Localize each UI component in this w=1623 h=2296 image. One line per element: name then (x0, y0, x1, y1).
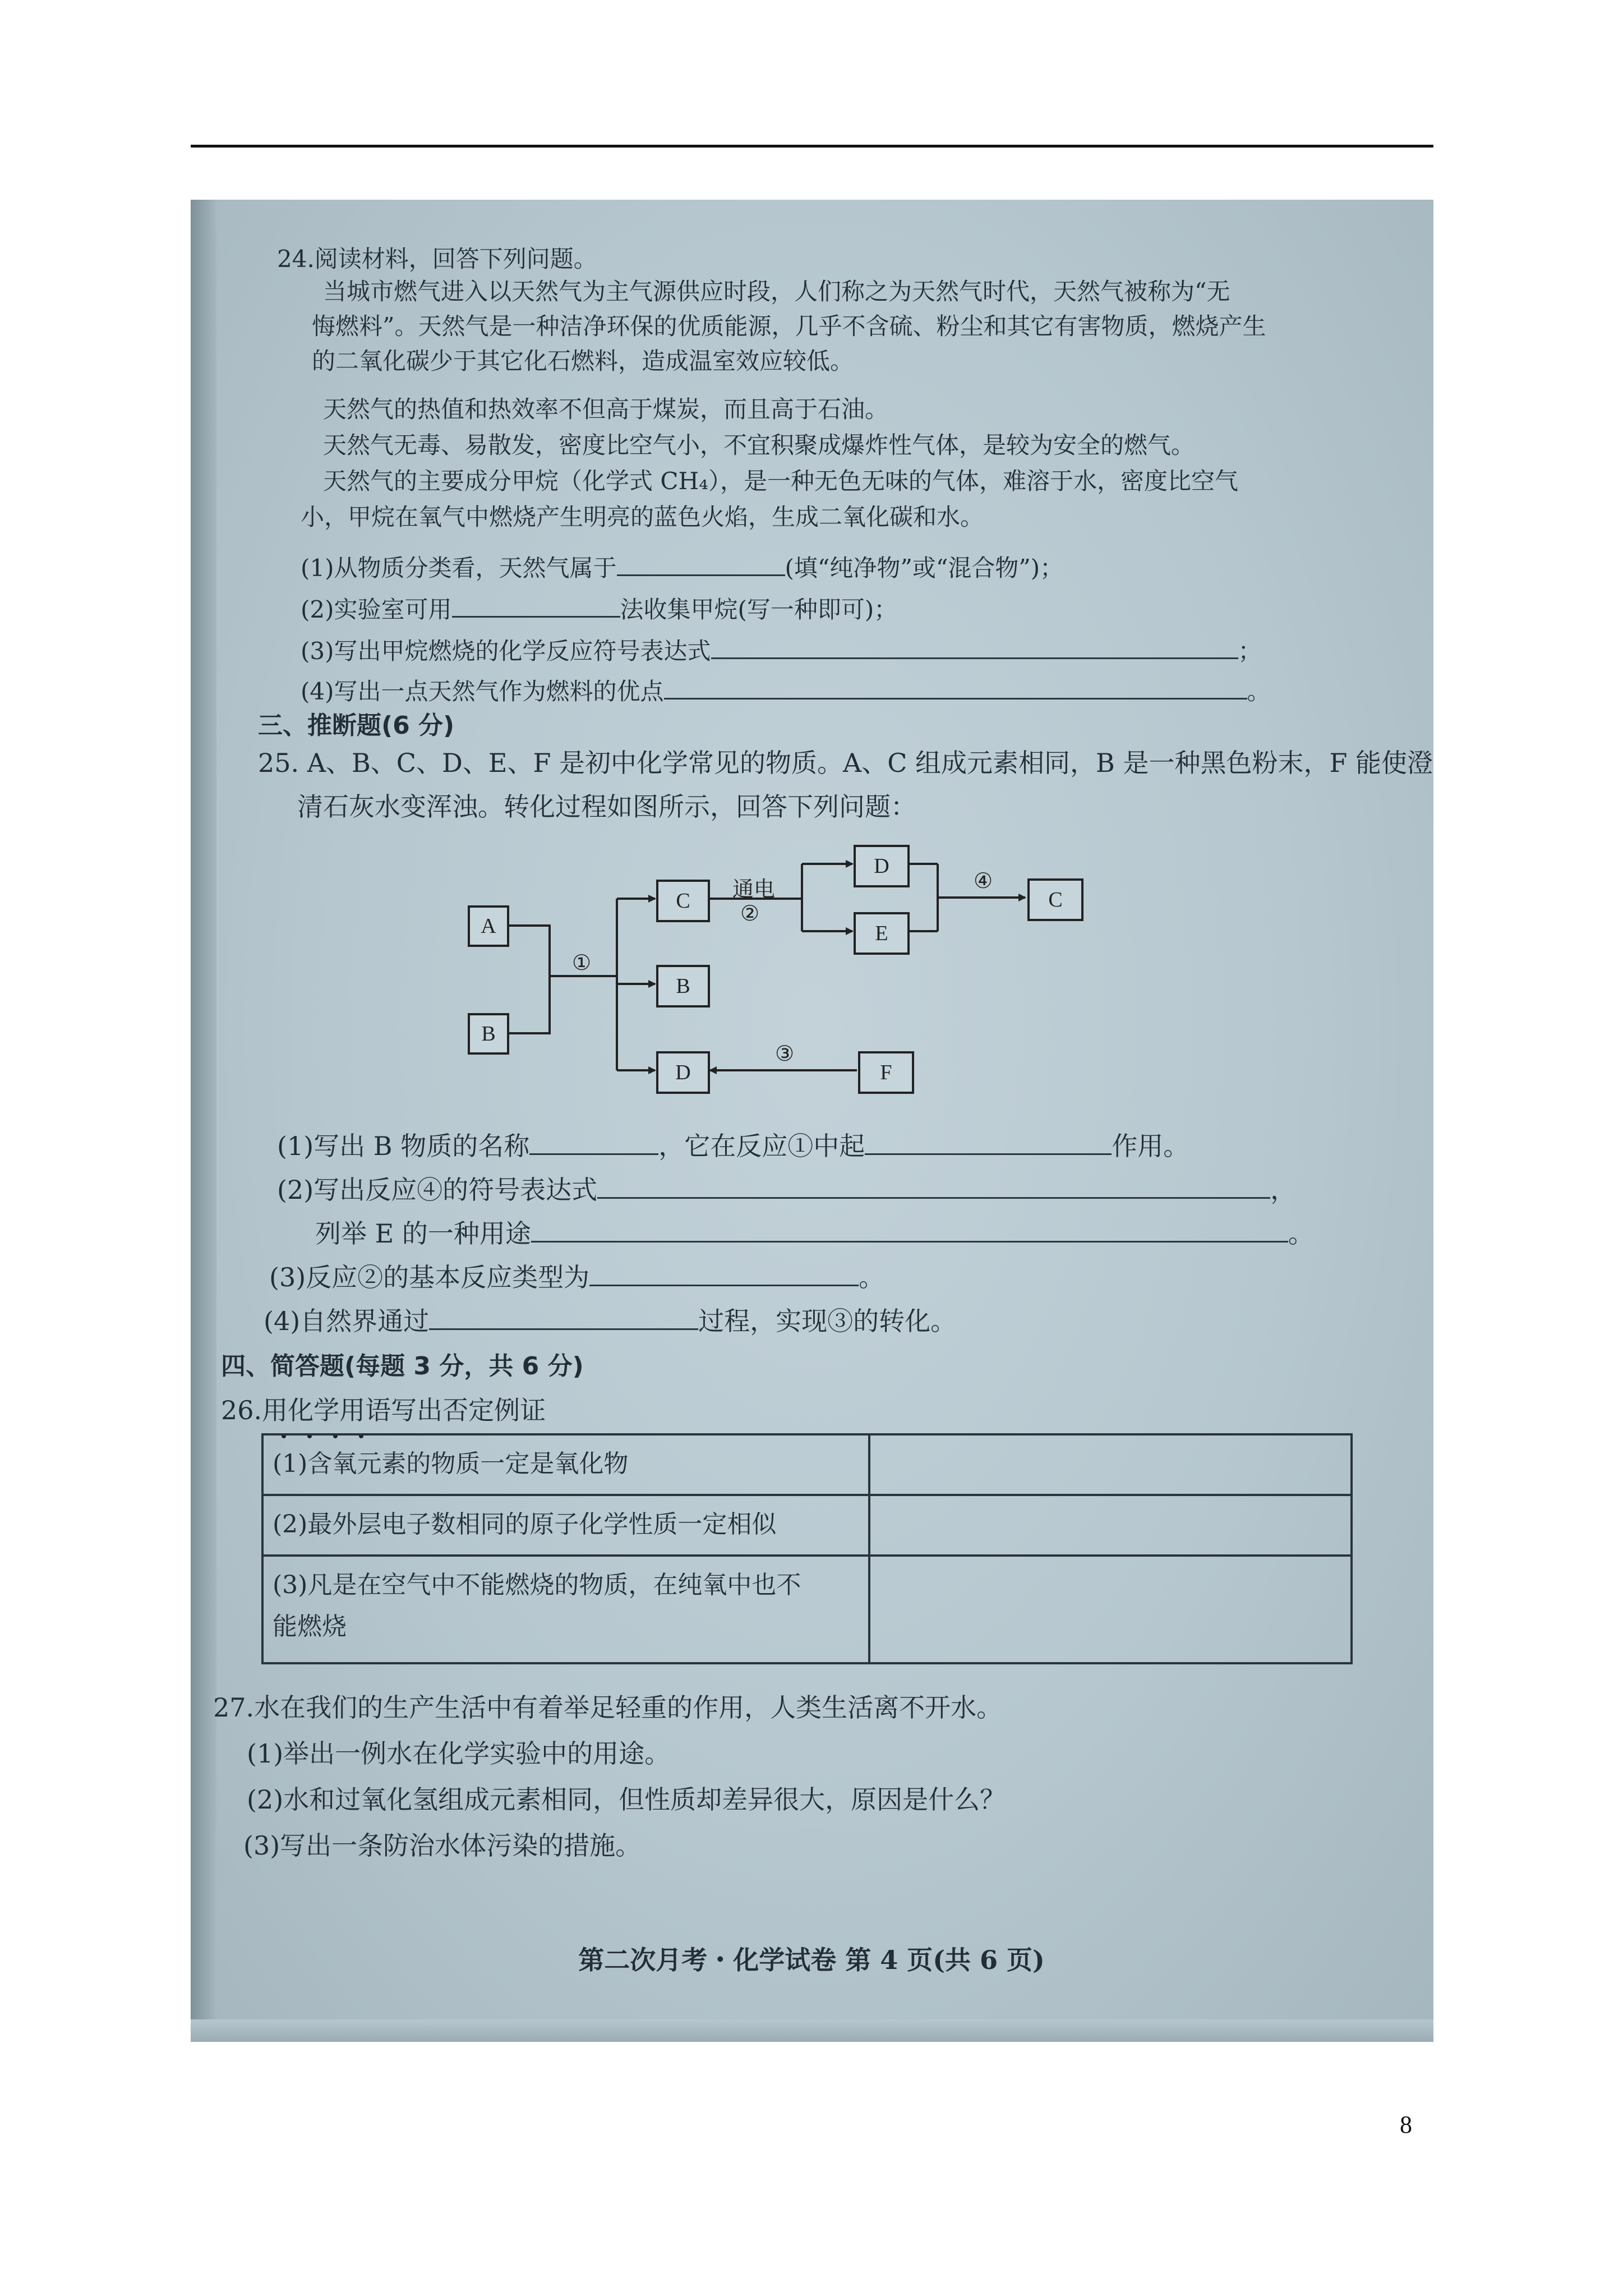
q24-para4a: 天然气的主要成分甲烷（化学式 CH₄），是一种无色无味的气体，难溶于水，密度比空气 (323, 467, 1238, 495)
q25-sub3-blank[interactable] (589, 1260, 859, 1286)
q25-stem-1: 25. A、B、C、D、E、F 是初中化学常见的物质。A、C 组成元素相同，B 是一种黑色粉末，F 能使澄 (258, 748, 1433, 778)
q26-table (261, 1433, 1353, 1664)
table-cell-line: 能燃烧 (273, 1612, 347, 1641)
q25-sub2b-end: 。 (1288, 1218, 1314, 1249)
q24-para1a: 当城市燃气进入以天然气为主气源供应时段，人们称之为天然气时代，天然气被称为“无 (323, 278, 1230, 305)
q25-sub2-text: (2)写出反应④的符号表达式 (277, 1175, 598, 1205)
reaction-3-label: ③ (775, 1041, 795, 1066)
table-row (262, 1495, 1352, 1556)
q27-stem: 27.水在我们的生产生活中有着举足轻重的作用，人类生活离不开水。 (213, 1692, 1003, 1723)
q24-sub1-hint: (填“纯净物”或“混合物”)； (785, 554, 1064, 582)
section-4-title: 四、简答题(每题 3 分，共 6 分) (221, 1352, 584, 1381)
q27-sub3: (3)写出一条防治水体污染的措施。 (243, 1830, 642, 1861)
q24-sub1-text: (1)从物质分类看，天然气属于 (301, 554, 617, 582)
q25-sub1-mid: ，它在反应①中起 (658, 1131, 865, 1161)
table-cell-statement: (2)最外层电子数相同的原子化学性质一定相似 (262, 1495, 869, 1556)
page-number: 8 (1400, 2111, 1412, 2138)
diagram-box-f: F (858, 1051, 914, 1094)
reaction-2-condition: 通电 (732, 877, 776, 901)
reaction-4-label: ④ (974, 868, 993, 893)
q24-sub3-text: (3)写出甲烷燃烧的化学反应符号表达式 (301, 637, 711, 665)
q25-sub2-end: ， (1270, 1175, 1297, 1205)
q25-sub4 (264, 1304, 956, 1338)
table-cell-answer[interactable] (869, 1495, 1352, 1556)
q24-intro: 24.阅读材料，回答下列问题。 (277, 245, 597, 273)
q24-para2: 天然气的热值和热效率不但高于煤炭，而且高于石油。 (323, 395, 889, 423)
exam-footer: 第二次月考・化学试卷 第 4 页(共 6 页) (578, 1945, 1045, 1975)
q25-sub2b (315, 1216, 1314, 1250)
q27-sub1: (1)举出一例水在化学实验中的用途。 (247, 1738, 671, 1769)
table-cell-answer[interactable] (869, 1434, 1352, 1495)
q24-sub4-text: (4)写出一点天然气作为燃料的优点 (301, 678, 664, 705)
q25-sub2b-blank[interactable] (531, 1216, 1288, 1243)
section-3-title: 三、推断题(6 分) (258, 711, 455, 740)
q25-stem-2: 清石灰水变浑浊。转化过程如图所示，回答下列问题： (297, 792, 916, 822)
q25-sub3-text: (3)反应②的基本反应类型为 (269, 1262, 590, 1292)
table-cell-statement (262, 1556, 869, 1663)
q24-para1b: 悔燃料”。天然气是一种洁净环保的优质能源，几乎不含硫、粉尘和其它有害物质，燃烧产生 (312, 312, 1266, 340)
q25-sub1-text: (1)写出 B 物质的名称 (277, 1131, 530, 1161)
q24-sub2-hint: 法收集甲烷(写一种即可)； (620, 596, 898, 623)
q26-stem: 26.用化学用语写出否定例证 (221, 1395, 546, 1425)
q25-sub1-blank-a[interactable] (529, 1129, 658, 1155)
q24-sub4-end: 。 (1247, 678, 1271, 705)
q25-sub3-end: 。 (859, 1262, 885, 1292)
table-row (262, 1434, 1352, 1495)
table-row (262, 1556, 1352, 1663)
diagram-box-c-product: C (656, 880, 710, 922)
q24-para3: 天然气无毒、易散发，密度比空气小，不宜积聚成爆炸性气体，是较为安全的燃气。 (323, 431, 1195, 459)
q25-sub1 (277, 1129, 1189, 1163)
q25-sub2-blank[interactable] (597, 1172, 1270, 1199)
diagram-box-e: E (854, 912, 910, 955)
table-cell-answer[interactable] (869, 1556, 1352, 1663)
q25-sub1-end: 作用。 (1112, 1131, 1189, 1161)
diagram-box-a: A (468, 905, 509, 947)
table-cell-statement: (1)含氧元素的物质一定是氧化物 (262, 1434, 869, 1495)
diagram-box-d: D (854, 845, 910, 887)
q25-sub2 (277, 1172, 1296, 1207)
reaction-1-label: ① (572, 950, 592, 975)
q24-para1c: 的二氧化碳少于其它化石燃料，造成温室效应较低。 (312, 347, 854, 375)
q25-sub4-text: (4)自然界通过 (264, 1306, 430, 1336)
q25-sub3 (269, 1260, 884, 1294)
q25-sub1-blank-b[interactable] (865, 1129, 1112, 1155)
q25-sub4-blank[interactable] (429, 1304, 698, 1330)
q27-sub2: (2)水和过氧化氢组成元素相同，但性质却差异很大，原因是什么？ (247, 1784, 1006, 1815)
q24-sub3-end: ； (1238, 637, 1262, 665)
diagram-box-b: B (468, 1013, 509, 1055)
q24-para4b: 小，甲烷在氧气中燃烧产生明亮的蓝色火焰，生成二氧化碳和水。 (301, 503, 984, 531)
q24-sub2-text: (2)实验室可用 (301, 596, 452, 623)
diagram-box-d-product: D (656, 1051, 710, 1094)
diagram-box-b-product: B (656, 965, 710, 1007)
reaction-2-label: ② (740, 901, 760, 926)
table-cell-line: (3)凡是在空气中不能燃烧的物质，在纯氧中也不 (273, 1571, 801, 1599)
q25-sub4-end: 过程，实现③的转化。 (698, 1306, 957, 1336)
q25-sub2b-text: 列举 E 的一种用途 (315, 1218, 531, 1249)
diagram-box-c-final: C (1027, 878, 1083, 921)
